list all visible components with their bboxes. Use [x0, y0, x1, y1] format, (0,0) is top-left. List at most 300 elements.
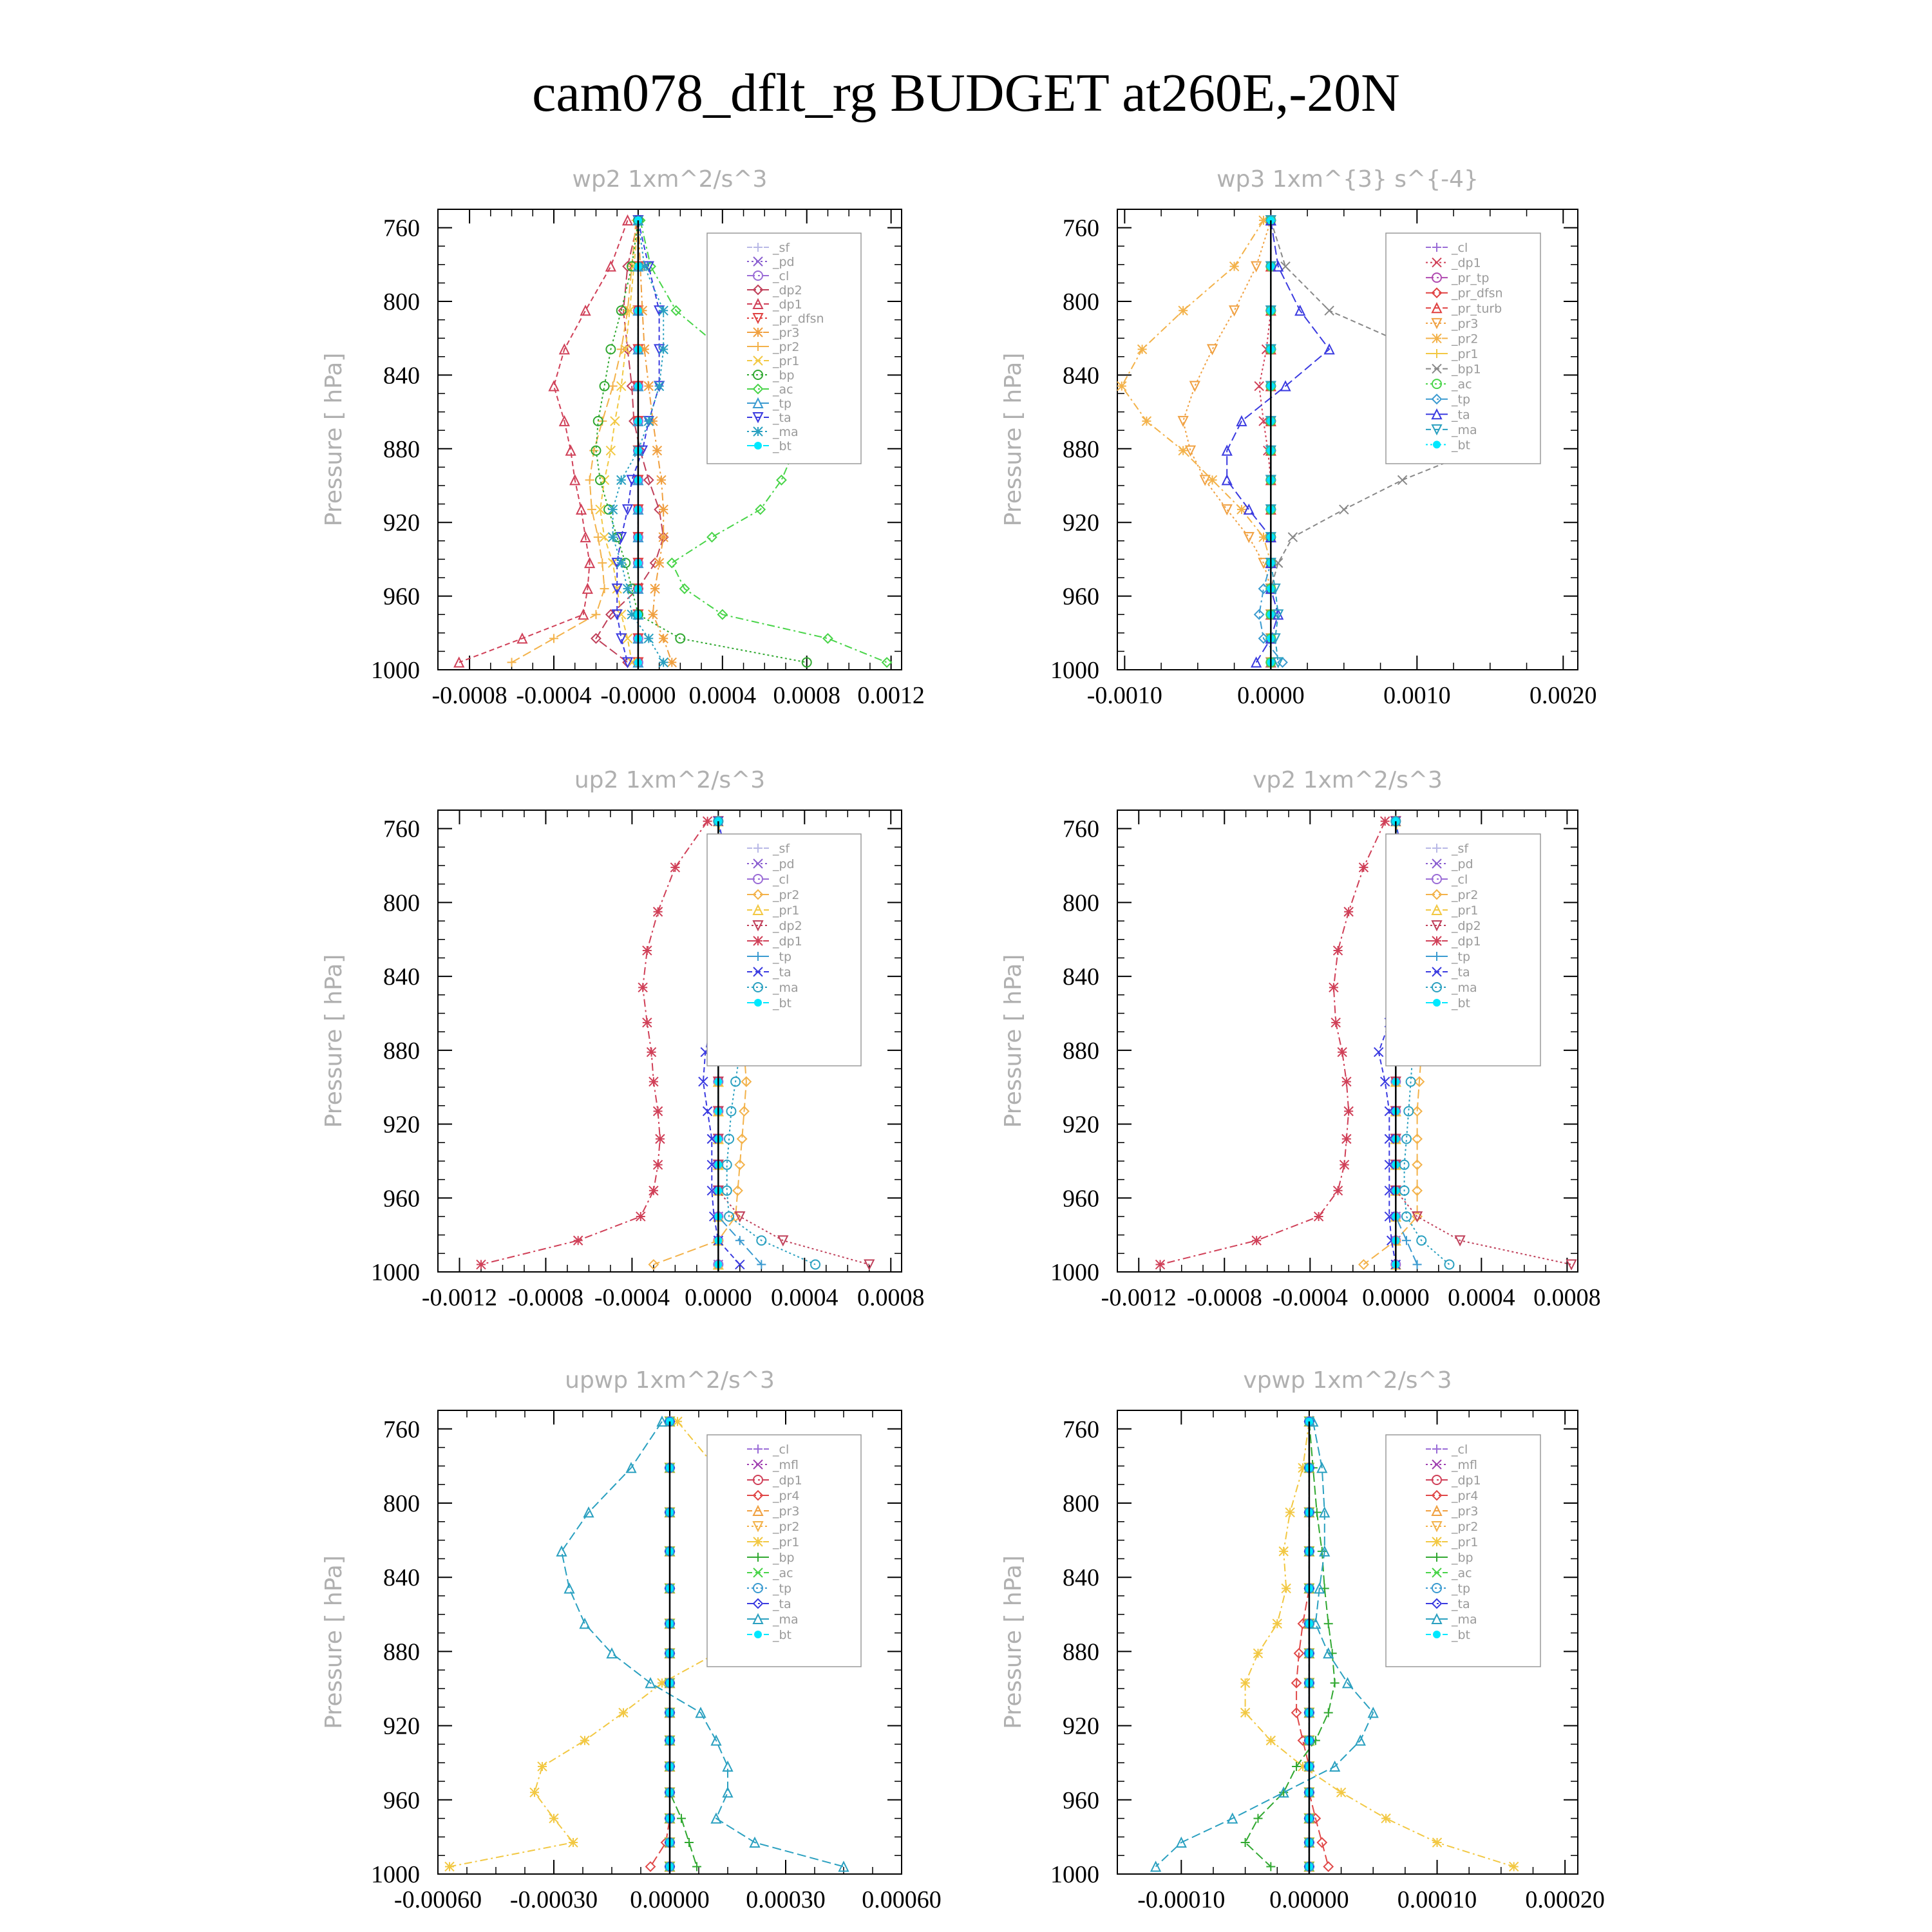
legend-label: _pr2	[773, 1520, 800, 1534]
data-point	[1342, 1077, 1351, 1086]
x-tick-label: -0.00010	[1137, 1886, 1226, 1913]
data-point	[667, 658, 676, 667]
legend-label: _ac	[773, 383, 793, 397]
data-point	[1338, 1048, 1347, 1057]
data-point	[644, 382, 653, 391]
panel-title: wp2 1xm^2/s^3	[572, 166, 768, 193]
x-tick-label: 0.00000	[1269, 1886, 1349, 1913]
legend-label: _bp	[773, 368, 795, 383]
series-line	[638, 220, 672, 662]
data-point	[1252, 1236, 1261, 1245]
data-point	[1241, 1678, 1250, 1687]
data-point	[1252, 262, 1261, 271]
data-point	[1285, 1508, 1294, 1517]
legend-marker	[754, 442, 762, 450]
data-point	[723, 1788, 732, 1797]
y-tick-label: 920	[1063, 509, 1099, 537]
y-tick-label: 1000	[1050, 1259, 1099, 1286]
x-tick-label: 0.0010	[1383, 682, 1451, 709]
data-point	[644, 634, 653, 643]
data-point	[777, 475, 786, 484]
data-point	[606, 262, 615, 271]
data-point	[600, 584, 609, 593]
legend-marker	[753, 1537, 762, 1546]
panel-5	[321, 1367, 942, 1913]
y-tick-label: 840	[1063, 1564, 1099, 1592]
data-point	[1325, 306, 1334, 315]
legend-marker	[753, 936, 762, 945]
data-point	[638, 983, 647, 992]
legend-label: _pr3	[1452, 1504, 1479, 1519]
data-point	[1230, 306, 1239, 315]
series-line	[512, 220, 636, 662]
data-point	[823, 634, 832, 643]
data-point	[1273, 1619, 1282, 1628]
legend-label: _ta	[1452, 1597, 1470, 1611]
data-point	[580, 1619, 589, 1628]
data-point	[1142, 417, 1151, 426]
data-point	[530, 1788, 539, 1797]
data-point	[659, 658, 668, 667]
data-point	[1334, 946, 1343, 955]
x-tick-label: 0.0000	[685, 1284, 752, 1311]
legend-label: _bt	[1452, 1628, 1471, 1642]
legend-label: _dp1	[1452, 934, 1481, 949]
y-tick-label: 760	[1063, 214, 1099, 242]
legend-marker	[753, 328, 762, 337]
x-tick-label: 0.00060	[862, 1886, 942, 1913]
data-point	[1402, 1236, 1411, 1245]
series-pr3	[1179, 216, 1275, 667]
data-point	[649, 1077, 658, 1086]
data-point	[1398, 475, 1407, 484]
series-line	[1227, 220, 1329, 662]
y-tick-label: 800	[383, 289, 420, 316]
x-tick-label: -0.0008	[1186, 1284, 1262, 1311]
y-tick-label: 920	[1063, 1111, 1099, 1139]
x-tick-label: -0.0004	[516, 682, 592, 709]
series-line	[600, 220, 638, 662]
legend-label: _ta	[773, 965, 791, 980]
series-line	[1160, 821, 1385, 1264]
data-point	[667, 558, 676, 567]
data-point	[507, 658, 516, 667]
series-pr2	[1117, 216, 1276, 667]
legend-label: _ac	[1452, 1566, 1472, 1580]
legend-label: _dp1	[773, 1473, 802, 1488]
y-tick-label: 880	[383, 1638, 420, 1666]
data-point	[659, 634, 668, 643]
data-point	[657, 475, 666, 484]
data-point	[1374, 1048, 1383, 1057]
panel-title: upwp 1xm^2/s^3	[565, 1367, 775, 1394]
data-point	[1510, 1862, 1519, 1871]
data-point	[655, 382, 664, 391]
legend-label: _ta	[1452, 965, 1470, 980]
x-tick-label: -0.0012	[1101, 1284, 1177, 1311]
x-tick-label: -0.0010	[1086, 682, 1162, 709]
legend-label: _pr1	[773, 354, 800, 368]
y-tick-label: 840	[1063, 362, 1099, 390]
data-point	[623, 658, 632, 667]
data-point	[644, 417, 653, 426]
legend-label: _ta	[773, 1597, 791, 1611]
series-line	[650, 1421, 670, 1866]
legend-label: _pr1	[1452, 1535, 1479, 1549]
data-point	[1340, 505, 1349, 514]
legend-label: _tp	[1452, 950, 1471, 964]
legend-label: _bp	[1452, 1551, 1473, 1565]
legend-label: _tp	[773, 1582, 792, 1596]
legend-label: _ma	[1452, 422, 1477, 437]
y-tick-label: 840	[383, 362, 420, 390]
y-tick-label: 800	[383, 889, 420, 917]
data-point	[656, 1135, 665, 1144]
panel-2	[1000, 166, 1597, 709]
x-tick-label: 0.00000	[630, 1886, 710, 1913]
legend-label: _pr_dfsn	[773, 312, 824, 326]
y-tick-label: 880	[383, 435, 420, 463]
legend-label: _dp2	[1452, 919, 1481, 933]
data-point	[707, 533, 716, 542]
data-point	[1344, 1106, 1353, 1115]
data-point	[811, 1260, 820, 1269]
data-point	[1266, 1736, 1275, 1745]
data-point	[580, 1736, 589, 1745]
data-point	[1342, 1135, 1351, 1144]
data-point	[677, 1814, 686, 1823]
x-tick-label: 0.0004	[1448, 1284, 1515, 1311]
data-point	[617, 345, 626, 354]
series-line	[670, 1421, 697, 1866]
data-point	[703, 1106, 712, 1115]
y-tick-label: 920	[1063, 1712, 1099, 1740]
x-tick-label: 0.00010	[1397, 1886, 1477, 1913]
legend-label: _pr2	[773, 888, 800, 902]
y-tick-label: 920	[383, 509, 420, 537]
legend-marker	[753, 427, 762, 436]
panel-title: wp3 1xm^{3} s^{-4}	[1217, 166, 1479, 193]
data-point	[623, 584, 632, 593]
legend-label: _tp	[773, 950, 792, 964]
legend-label: _dp1	[773, 934, 802, 949]
legend-label: _pr3	[1452, 316, 1479, 331]
series-ta	[1222, 216, 1334, 667]
data-point	[569, 1838, 578, 1847]
data-point	[1244, 533, 1253, 542]
data-point	[647, 1048, 656, 1057]
data-point	[589, 446, 598, 455]
x-tick-label: 0.0020	[1530, 682, 1597, 709]
data-point	[609, 505, 618, 514]
series-dp1	[455, 216, 632, 667]
x-tick-label: 0.0012	[857, 682, 925, 709]
y-tick-label: 760	[1063, 815, 1099, 843]
legend-label: _pr2	[1452, 888, 1479, 902]
data-point	[1329, 983, 1338, 992]
legend-label: _cl	[773, 873, 790, 887]
series-line	[1259, 220, 1271, 662]
series-pr1	[596, 216, 643, 667]
data-point	[643, 946, 652, 955]
legend-label: _cl	[1452, 873, 1468, 887]
data-point	[659, 505, 668, 514]
y-tick-label: 960	[383, 1185, 420, 1213]
x-tick-label: 0.0008	[1533, 1284, 1601, 1311]
y-tick-label: 760	[383, 214, 420, 242]
legend	[707, 233, 861, 464]
data-point	[1324, 1708, 1333, 1717]
data-point	[1567, 1260, 1576, 1269]
x-tick-label: 0.0004	[771, 1284, 838, 1311]
y-tick-label: 1000	[371, 657, 420, 684]
legend-marker	[754, 1631, 762, 1638]
y-tick-label: 800	[383, 1490, 420, 1517]
legend-label: _dp2	[773, 919, 802, 933]
data-point	[1222, 505, 1231, 514]
data-point	[649, 1186, 658, 1195]
data-point	[598, 558, 607, 567]
data-point	[1337, 1788, 1346, 1797]
series-line	[1122, 220, 1271, 662]
data-point	[549, 1814, 558, 1823]
data-point	[1156, 1260, 1165, 1269]
series-dp1	[477, 817, 712, 1269]
y-tick-label: 880	[1063, 1638, 1099, 1666]
data-point	[1340, 1160, 1349, 1170]
y-axis-label: Pressure [ hPa]	[321, 352, 347, 527]
y-axis-label: Pressure [ hPa]	[1000, 352, 1027, 527]
legend-label: _pr4	[1452, 1489, 1479, 1503]
legend-marker	[1432, 334, 1441, 343]
legend-label: _ac	[1452, 377, 1472, 392]
x-tick-label: -0.0004	[594, 1284, 670, 1311]
data-point	[646, 1862, 655, 1871]
y-tick-label: 960	[1063, 1185, 1099, 1213]
legend-marker	[1432, 936, 1441, 945]
legend-label: _bp1	[1452, 362, 1481, 377]
legend-label: _ma	[773, 425, 799, 439]
y-tick-label: 760	[383, 1416, 420, 1443]
series-line	[1245, 1421, 1335, 1866]
legend-label: _cl	[1452, 1443, 1468, 1457]
legend-label: _pr_tp	[1452, 271, 1490, 286]
data-point	[609, 382, 618, 391]
legend-label: _ta	[773, 411, 791, 425]
data-point	[1314, 1212, 1323, 1221]
legend-label: _dp1	[773, 298, 802, 312]
data-point	[596, 475, 605, 484]
data-point	[617, 475, 626, 484]
data-point	[477, 1260, 486, 1269]
panel-4	[1000, 767, 1601, 1311]
y-tick-label: 840	[383, 1564, 420, 1592]
legend-label: _pd	[773, 857, 795, 871]
y-tick-label: 960	[383, 583, 420, 611]
legend-label: _cl	[1452, 241, 1468, 255]
data-point	[1381, 817, 1390, 826]
legend-label: _pr4	[773, 1489, 800, 1503]
data-point	[685, 1838, 694, 1847]
y-tick-label: 920	[383, 1712, 420, 1740]
data-point	[1279, 1547, 1288, 1556]
y-axis-label: Pressure [ hPa]	[321, 1555, 347, 1729]
panel-3	[321, 767, 925, 1311]
legend	[1386, 834, 1540, 1066]
legend-label: _tp	[1452, 1582, 1471, 1596]
legend-marker	[1433, 440, 1441, 448]
data-point	[1344, 907, 1353, 916]
y-tick-label: 1000	[1050, 657, 1099, 684]
series-ma	[1266, 216, 1282, 667]
data-point	[670, 863, 679, 872]
data-point	[1288, 533, 1297, 542]
x-tick-label: -0.00060	[393, 1886, 482, 1913]
data-point	[585, 475, 594, 484]
legend-label: _tp	[1452, 392, 1471, 407]
x-tick-label: -0.00030	[509, 1886, 598, 1913]
y-tick-label: 840	[383, 963, 420, 991]
legend	[1386, 233, 1540, 464]
legend-label: _sf	[773, 842, 790, 856]
data-point	[1222, 475, 1231, 484]
legend-label: _ac	[773, 1566, 793, 1580]
data-point	[574, 1236, 583, 1245]
data-point	[1179, 446, 1188, 455]
data-point	[591, 610, 600, 619]
panel-title: vp2 1xm^2/s^3	[1253, 767, 1443, 793]
series-bp	[665, 1417, 701, 1871]
legend-label: _pr2	[1452, 332, 1479, 346]
data-point	[654, 1160, 663, 1170]
legend-label: _pr1	[773, 904, 800, 918]
data-point	[581, 306, 590, 315]
data-point	[1331, 1678, 1340, 1687]
data-point	[1334, 1186, 1343, 1195]
series-line	[481, 821, 708, 1264]
legend-label: _bt	[773, 439, 792, 453]
data-point	[1208, 345, 1217, 354]
legend-label: _dp2	[773, 283, 802, 298]
legend-label: _cl	[773, 269, 790, 283]
legend-label: _ma	[773, 981, 799, 995]
data-point	[549, 382, 558, 391]
data-point	[654, 907, 663, 916]
legend-label: _ma	[1452, 981, 1477, 995]
legend-label: _pd	[773, 255, 795, 269]
data-point	[1138, 345, 1147, 354]
data-point	[1433, 1838, 1442, 1847]
y-tick-label: 800	[1063, 889, 1099, 917]
x-tick-label: -0.0000	[600, 682, 676, 709]
data-point	[1331, 1018, 1340, 1027]
legend-label: _pr1	[773, 1535, 800, 1549]
legend	[1386, 1435, 1540, 1667]
legend-marker	[1432, 1537, 1441, 1546]
data-point	[565, 1584, 574, 1593]
data-point	[650, 584, 659, 593]
legend-label: _mfl	[1452, 1458, 1477, 1472]
series-line	[1183, 220, 1271, 662]
legend-label: _bt	[773, 1628, 792, 1642]
legend-label: _pr2	[1452, 1520, 1479, 1534]
y-axis-label: Pressure [ hPa]	[321, 954, 347, 1128]
series-dp1	[1255, 216, 1275, 667]
y-tick-label: 840	[1063, 963, 1099, 991]
data-point	[1359, 863, 1368, 872]
data-point	[1230, 262, 1239, 271]
data-point	[636, 1212, 645, 1221]
legend	[707, 834, 861, 1066]
data-point	[692, 1862, 701, 1871]
legend-label: _ta	[1452, 408, 1470, 422]
legend-marker	[1433, 999, 1441, 1007]
series-pr2	[507, 216, 641, 667]
x-tick-label: -0.0008	[431, 682, 507, 709]
legend-label: _pr_dfsn	[1452, 286, 1503, 301]
data-point	[1324, 1862, 1333, 1871]
legend-label: _bp	[773, 1551, 795, 1565]
data-point	[1241, 1708, 1250, 1717]
legend-label: _pr3	[773, 326, 800, 340]
x-tick-label: 0.00030	[746, 1886, 826, 1913]
y-tick-label: 800	[1063, 1490, 1099, 1517]
data-point	[655, 558, 664, 567]
y-tick-label: 960	[1063, 583, 1099, 611]
x-tick-label: 0.0004	[688, 682, 757, 709]
data-point	[1179, 417, 1188, 426]
figure-title: cam078_dflt_rg BUDGET at260E,-20N	[532, 63, 1400, 123]
panel-6	[1000, 1367, 1605, 1913]
legend-label: _tp	[773, 397, 792, 411]
legend-label: _ma	[1452, 1613, 1477, 1627]
y-tick-label: 760	[1063, 1416, 1099, 1443]
data-point	[882, 658, 891, 667]
data-point	[703, 817, 712, 826]
legend-label: _pr_turb	[1452, 301, 1502, 316]
y-tick-label: 1000	[1050, 1861, 1099, 1888]
x-tick-label: -0.0012	[421, 1284, 498, 1311]
panel-title: up2 1xm^2/s^3	[574, 767, 766, 793]
data-point	[617, 558, 626, 567]
series-pr3	[634, 216, 676, 667]
data-point	[1324, 1619, 1333, 1628]
x-tick-label: 0.0000	[1237, 682, 1305, 709]
data-point	[587, 505, 596, 514]
data-point	[659, 345, 668, 354]
legend-marker	[754, 999, 762, 1007]
y-tick-label: 800	[1063, 289, 1099, 316]
data-point	[1282, 1584, 1291, 1593]
series-dp2	[591, 216, 668, 667]
panel-1	[321, 166, 925, 709]
data-point	[609, 533, 618, 542]
y-tick-label: 880	[1063, 1037, 1099, 1065]
legend-label: _pr2	[773, 340, 800, 354]
x-tick-label: -0.0004	[1272, 1284, 1348, 1311]
legend-label: _ma	[773, 1613, 799, 1627]
legend-label: _mfl	[773, 1458, 799, 1472]
data-point	[549, 634, 558, 643]
data-point	[1253, 1649, 1262, 1658]
data-point	[619, 1708, 628, 1717]
panel-title: vpwp 1xm^2/s^3	[1243, 1367, 1452, 1394]
x-tick-label: -0.0008	[507, 1284, 584, 1311]
y-tick-label: 1000	[371, 1259, 420, 1286]
y-tick-label: 960	[383, 1786, 420, 1814]
y-tick-label: 760	[383, 815, 420, 843]
data-point	[659, 306, 668, 315]
